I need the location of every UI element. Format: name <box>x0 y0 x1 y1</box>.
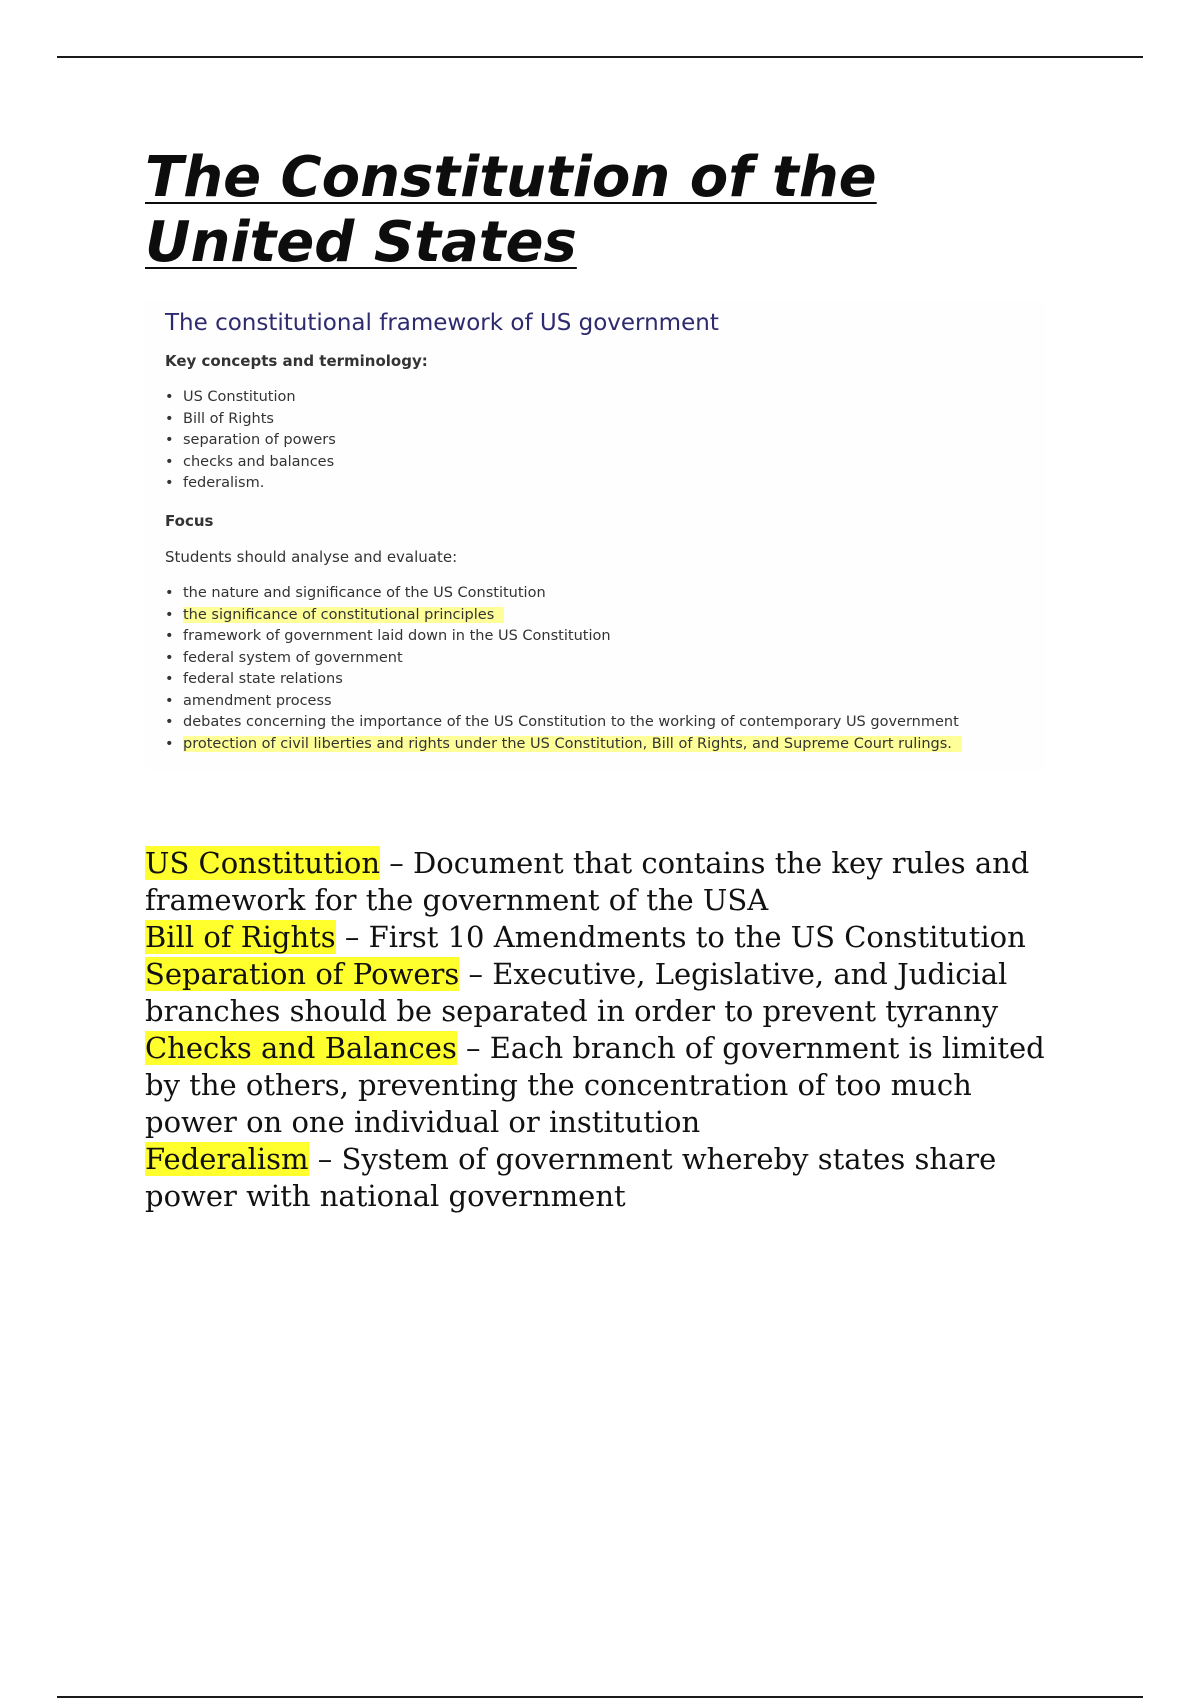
focus-list <box>165 583 962 755</box>
list-item-text: the significance of constitutional principles <box>183 607 504 623</box>
glossary-term: Separation of Powers <box>145 957 460 991</box>
list-item <box>165 583 962 605</box>
glossary-definition: – System of government whereby states share power with national government <box>145 1142 997 1213</box>
list-item-text: checks and balances <box>183 453 335 470</box>
top-rule <box>57 56 1143 58</box>
key-concepts-heading: Key concepts and terminology: <box>165 352 428 370</box>
focus-intro: Students should analyse and evaluate: <box>165 548 458 566</box>
list-item <box>165 605 962 627</box>
spec-excerpt-image <box>145 300 1045 770</box>
list-item-text: the nature and significance of the US Constitution <box>183 585 546 601</box>
list-item-text: Bill of Rights <box>183 410 274 427</box>
list-item-text: separation of powers <box>183 432 336 448</box>
list-item-text: US Constitution <box>183 389 296 405</box>
list-item <box>165 473 336 495</box>
glossary-term: Federalism <box>145 1142 309 1176</box>
list-item-text: debates concerning the importance of the US Constitution to the working of contemporary US government <box>183 714 959 730</box>
glossary-definition: – Executive, Legislative, and Judicial branches should be separated in order to prevent tyranny <box>145 957 1008 1028</box>
list-item <box>165 430 336 452</box>
list-item <box>165 691 962 713</box>
glossary-term: Checks and Balances <box>145 1031 457 1065</box>
key-concepts-list <box>165 387 336 495</box>
glossary-term: US Constitution <box>145 846 381 880</box>
glossary-definition: – Document that contains the key rules and framework for the government of the USA <box>145 846 1030 917</box>
list-item <box>165 409 336 431</box>
focus-heading: Focus <box>165 512 214 530</box>
glossary-entry <box>145 919 1065 956</box>
glossary <box>145 845 1065 1215</box>
list-item <box>165 626 962 648</box>
glossary-term: Bill of Rights <box>145 920 336 954</box>
title-line: The Constitution of the <box>145 145 877 210</box>
glossary-entry <box>145 1141 1065 1215</box>
list-item-text: federal system of government <box>183 649 403 666</box>
glossary-definition: – First 10 Amendments to the US Constitution <box>335 920 1026 954</box>
document-title <box>145 145 877 275</box>
title-line: United States <box>145 210 577 275</box>
glossary-definition: – Each branch of government is limited by the others, preventing the concentration of too much power on one individual or institution <box>145 1031 1045 1139</box>
list-item <box>165 669 962 691</box>
bottom-rule <box>57 1696 1143 1698</box>
list-item-text: federalism. <box>183 475 265 491</box>
list-item-text: federal state relations <box>183 671 343 687</box>
list-item <box>165 712 962 734</box>
list-item <box>165 452 336 474</box>
glossary-entry <box>145 1030 1065 1141</box>
list-item <box>165 648 962 670</box>
glossary-entry <box>145 956 1065 1030</box>
list-item-text: amendment process <box>183 692 332 709</box>
list-item-text: framework of government laid down in the US Constitution <box>183 628 611 644</box>
list-item <box>165 734 962 756</box>
spec-heading: The constitutional framework of US government <box>165 310 719 336</box>
list-item-text: protection of civil liberties and rights under the US Constitution, Bill of Rights, and Supreme Court rulings. <box>183 736 962 752</box>
list-item <box>165 387 336 409</box>
glossary-entry <box>145 845 1065 919</box>
